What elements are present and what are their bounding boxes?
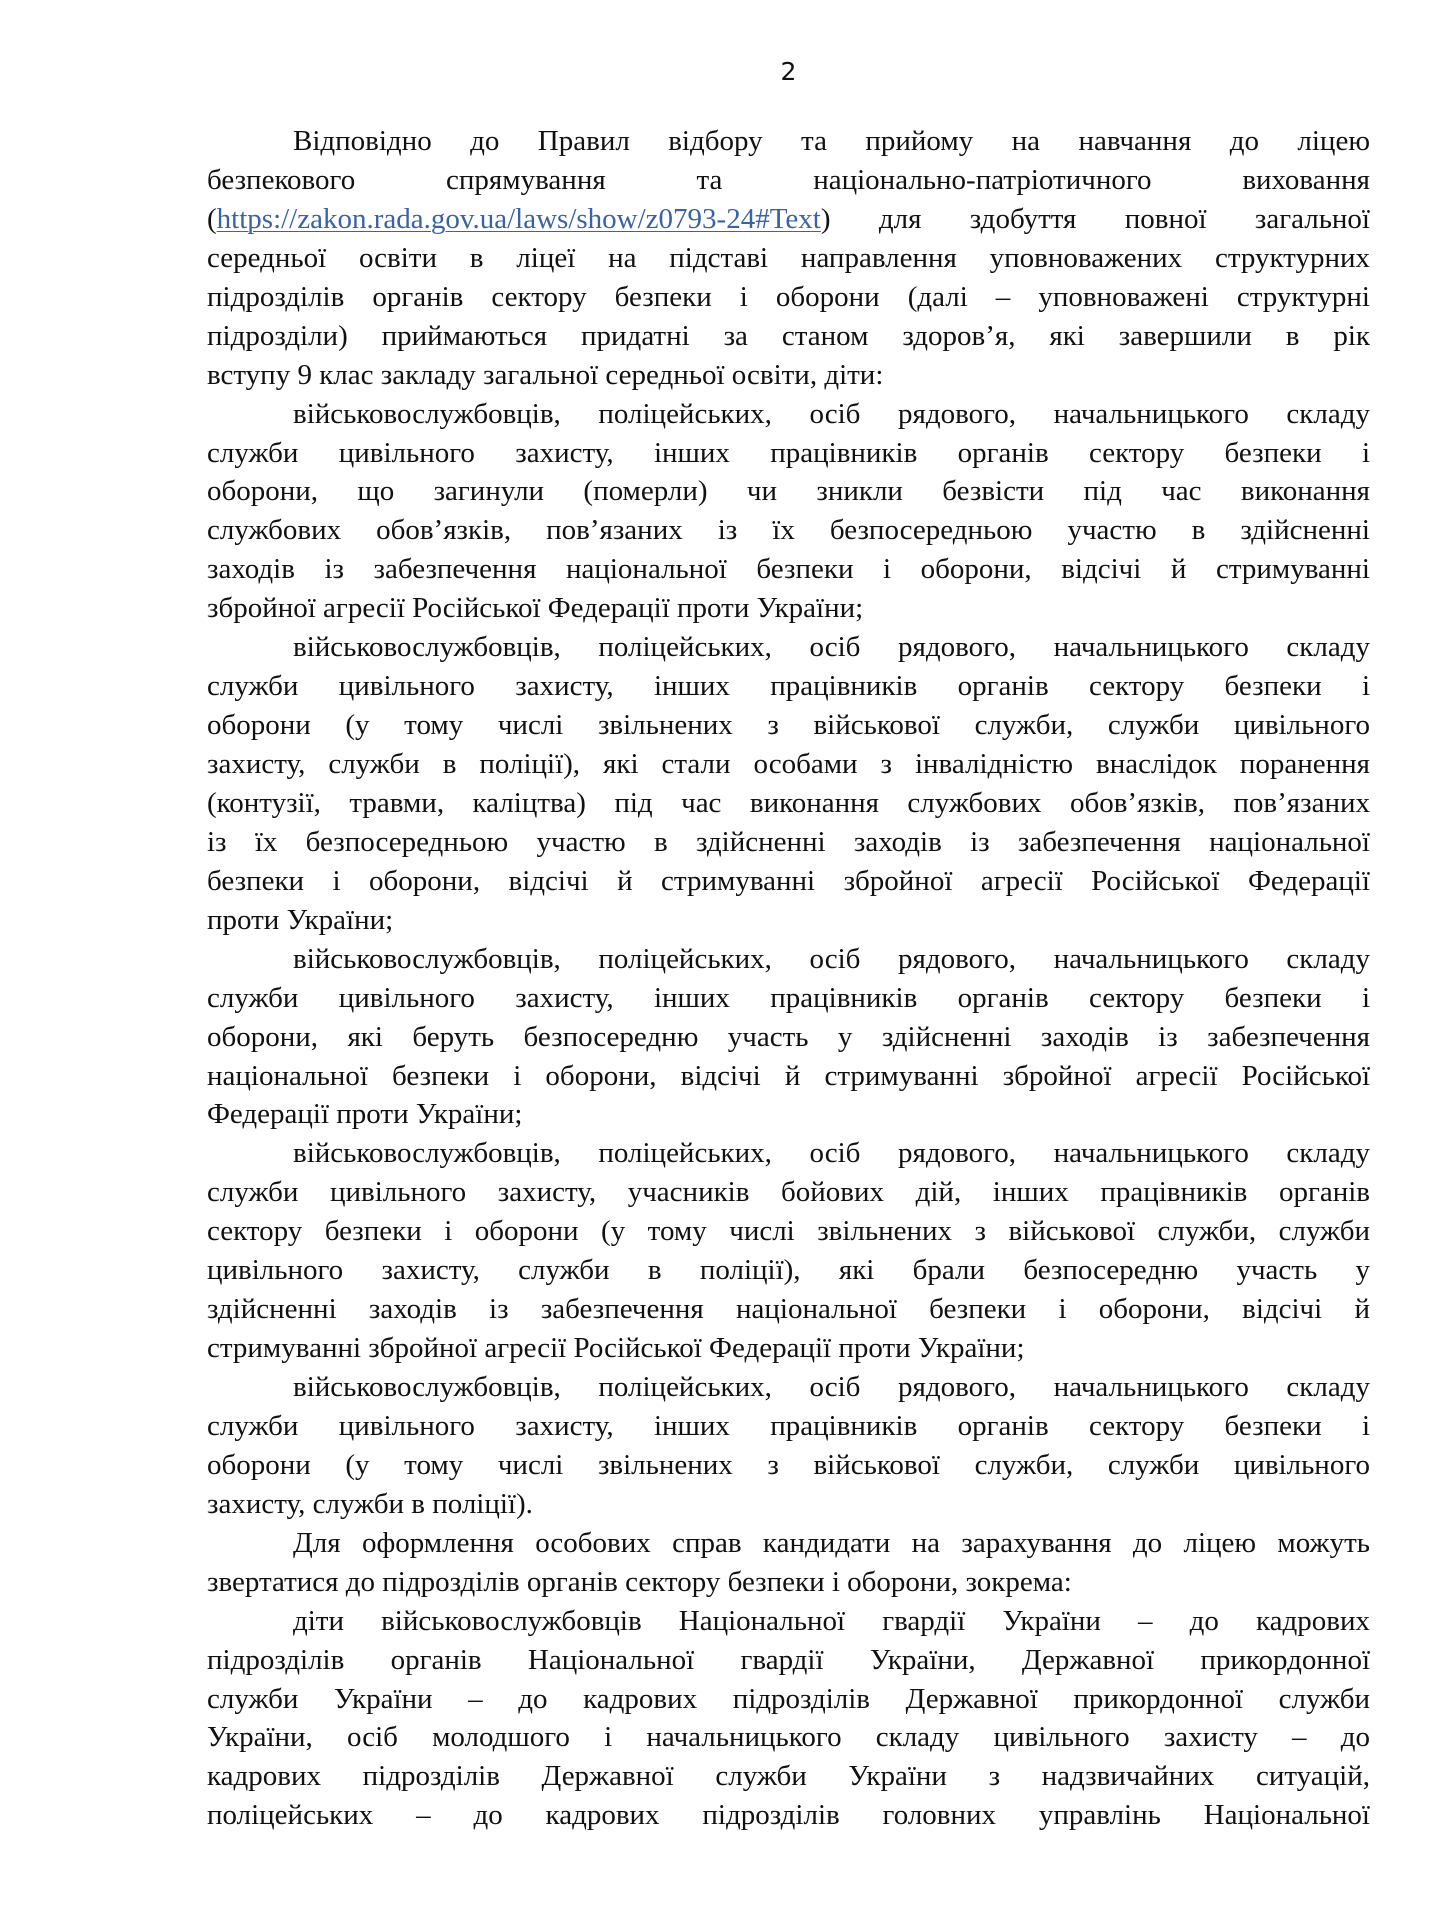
text-line: оборони, які беруть безпосередню участь у здійсненні заходів із забезпечення	[207, 1020, 1370, 1053]
text-line: збройної агресії Російської Федерації проти України;	[207, 592, 864, 625]
text-line: підрозділів органів сектору безпеки і оборони (далі – уповноважені структурні	[207, 280, 1370, 313]
text-line: безпеки і оборони, відсічі й стримуванні збройної агресії Російської Федерації	[207, 864, 1370, 897]
document-body	[207, 122, 1370, 1835]
text-line: служби цивільного захисту, учасників бойових дій, інших працівників органів	[207, 1176, 1370, 1209]
law-link[interactable]: https://zakon.rada.gov.ua/laws/show/z0793-24#Text	[216, 202, 821, 235]
paragraph	[207, 122, 1370, 395]
text-line: військовослужбовців, поліцейських, осіб рядового, начальницького складу	[293, 1137, 1370, 1170]
text-line: Відповідно до Правил відбору та прийому на навчання до ліцею	[293, 125, 1370, 157]
text-fragment: (	[207, 202, 217, 235]
text-line: військовослужбовців, поліцейських, осіб рядового, начальницького складу	[293, 631, 1370, 664]
text-line: кадрових підрозділів Державної служби України з надзвичайних ситуацій,	[207, 1760, 1370, 1793]
page-number: 2	[780, 57, 797, 86]
text-line: поліцейських – до кадрових підрозділів головних управлінь Національної	[207, 1799, 1370, 1832]
text-line: України, осіб молодшого і начальницького складу цивільного захисту – до	[207, 1721, 1370, 1754]
text-line: служби України – до кадрових підрозділів Державної прикордонної служби	[207, 1682, 1370, 1715]
text-fragment: ) для здобуття повної загальної	[820, 202, 1370, 235]
text-line: військовослужбовців, поліцейських, осіб рядового, начальницького складу	[293, 1371, 1370, 1403]
text-line: оборони (у тому числі звільнених з військової служби, служби цивільного	[207, 709, 1370, 742]
text-line: цивільного захисту, служби в поліції), які брали безпосередню участь у	[207, 1254, 1370, 1287]
text-line: служби цивільного захисту, інших працівників органів сектору безпеки і	[207, 1409, 1370, 1442]
text-line: середньої освіти в ліцеї на підставі направлення уповноважених структурних	[207, 241, 1370, 274]
text-line: (контузії, травми, каліцтва) під час виконання службових обов’язків, пов’язаних	[207, 786, 1370, 819]
text-line: військовослужбовців, поліцейських, осіб рядового, начальницького складу	[293, 397, 1370, 430]
text-line: вступу 9 клас закладу загальної середньої освіти, діти:	[207, 358, 884, 391]
text-line	[207, 200, 1370, 239]
text-line: сектору безпеки і оборони (у тому числі звільнених з військової служби, служби	[207, 1215, 1370, 1248]
text-line: стримуванні збройної агресії Російської Федерації проти України;	[207, 1332, 1025, 1365]
text-line: заходів із забезпечення національної безпеки і оборони, відсічі й стримуванні	[207, 553, 1370, 586]
text-line: безпекового спрямування та національно-патріотичного виховання	[207, 163, 1370, 196]
text-line: захисту, служби в поліції), які стали особами з інвалідністю внаслідок поранення	[207, 748, 1370, 780]
text-line: оборони, що загинули (померли) чи зникли безвісти під час виконання	[207, 475, 1370, 508]
text-line: підрозділів органів Національної гвардії України, Державної прикордонної	[207, 1643, 1370, 1676]
text-line: національної безпеки і оборони, відсічі й стримуванні збройної агресії Російської	[207, 1059, 1370, 1092]
paragraph	[207, 1134, 1370, 1368]
text-line: проти України;	[207, 903, 394, 936]
paragraph	[207, 1524, 1370, 1602]
text-line: оборони (у тому числі звільнених з військової служби, служби цивільного	[207, 1448, 1370, 1481]
paragraph	[207, 628, 1370, 940]
text-line: служби цивільного захисту, інших працівників органів сектору безпеки і	[207, 981, 1370, 1014]
text-line: захисту, служби в поліції).	[207, 1487, 533, 1520]
text-line: діти військовослужбовців Національної гвардії України – до кадрових	[293, 1604, 1370, 1637]
text-line: із їх безпосередньою участю в здійсненні заходів із забезпечення національної	[207, 825, 1370, 858]
text-line: Для оформлення особових справ кандидати на зарахування до ліцею можуть	[293, 1526, 1370, 1559]
text-line: службових обов’язків, пов’язаних із їх безпосередньою участю в здійсненні	[207, 514, 1370, 547]
text-line: звертатися до підрозділів органів сектору безпеки і оборони, зокрема:	[207, 1565, 1072, 1598]
text-line: підрозділи) приймаються придатні за станом здоров’я, які завершили в рік	[207, 319, 1370, 352]
text-line: служби цивільного захисту, інших працівників органів сектору безпеки і	[207, 670, 1370, 703]
paragraph	[207, 1602, 1370, 1836]
paragraph	[207, 940, 1370, 1135]
text-line: служби цивільного захисту, інших працівників органів сектору безпеки і	[207, 436, 1370, 469]
text-line: військовослужбовців, поліцейських, осіб рядового, начальницького складу	[293, 942, 1370, 975]
text-line: здійсненні заходів із забезпечення національної безпеки і оборони, відсічі й	[207, 1293, 1370, 1326]
text-line: Федерації проти України;	[207, 1098, 523, 1131]
paragraph	[207, 1368, 1370, 1524]
paragraph	[207, 395, 1370, 629]
